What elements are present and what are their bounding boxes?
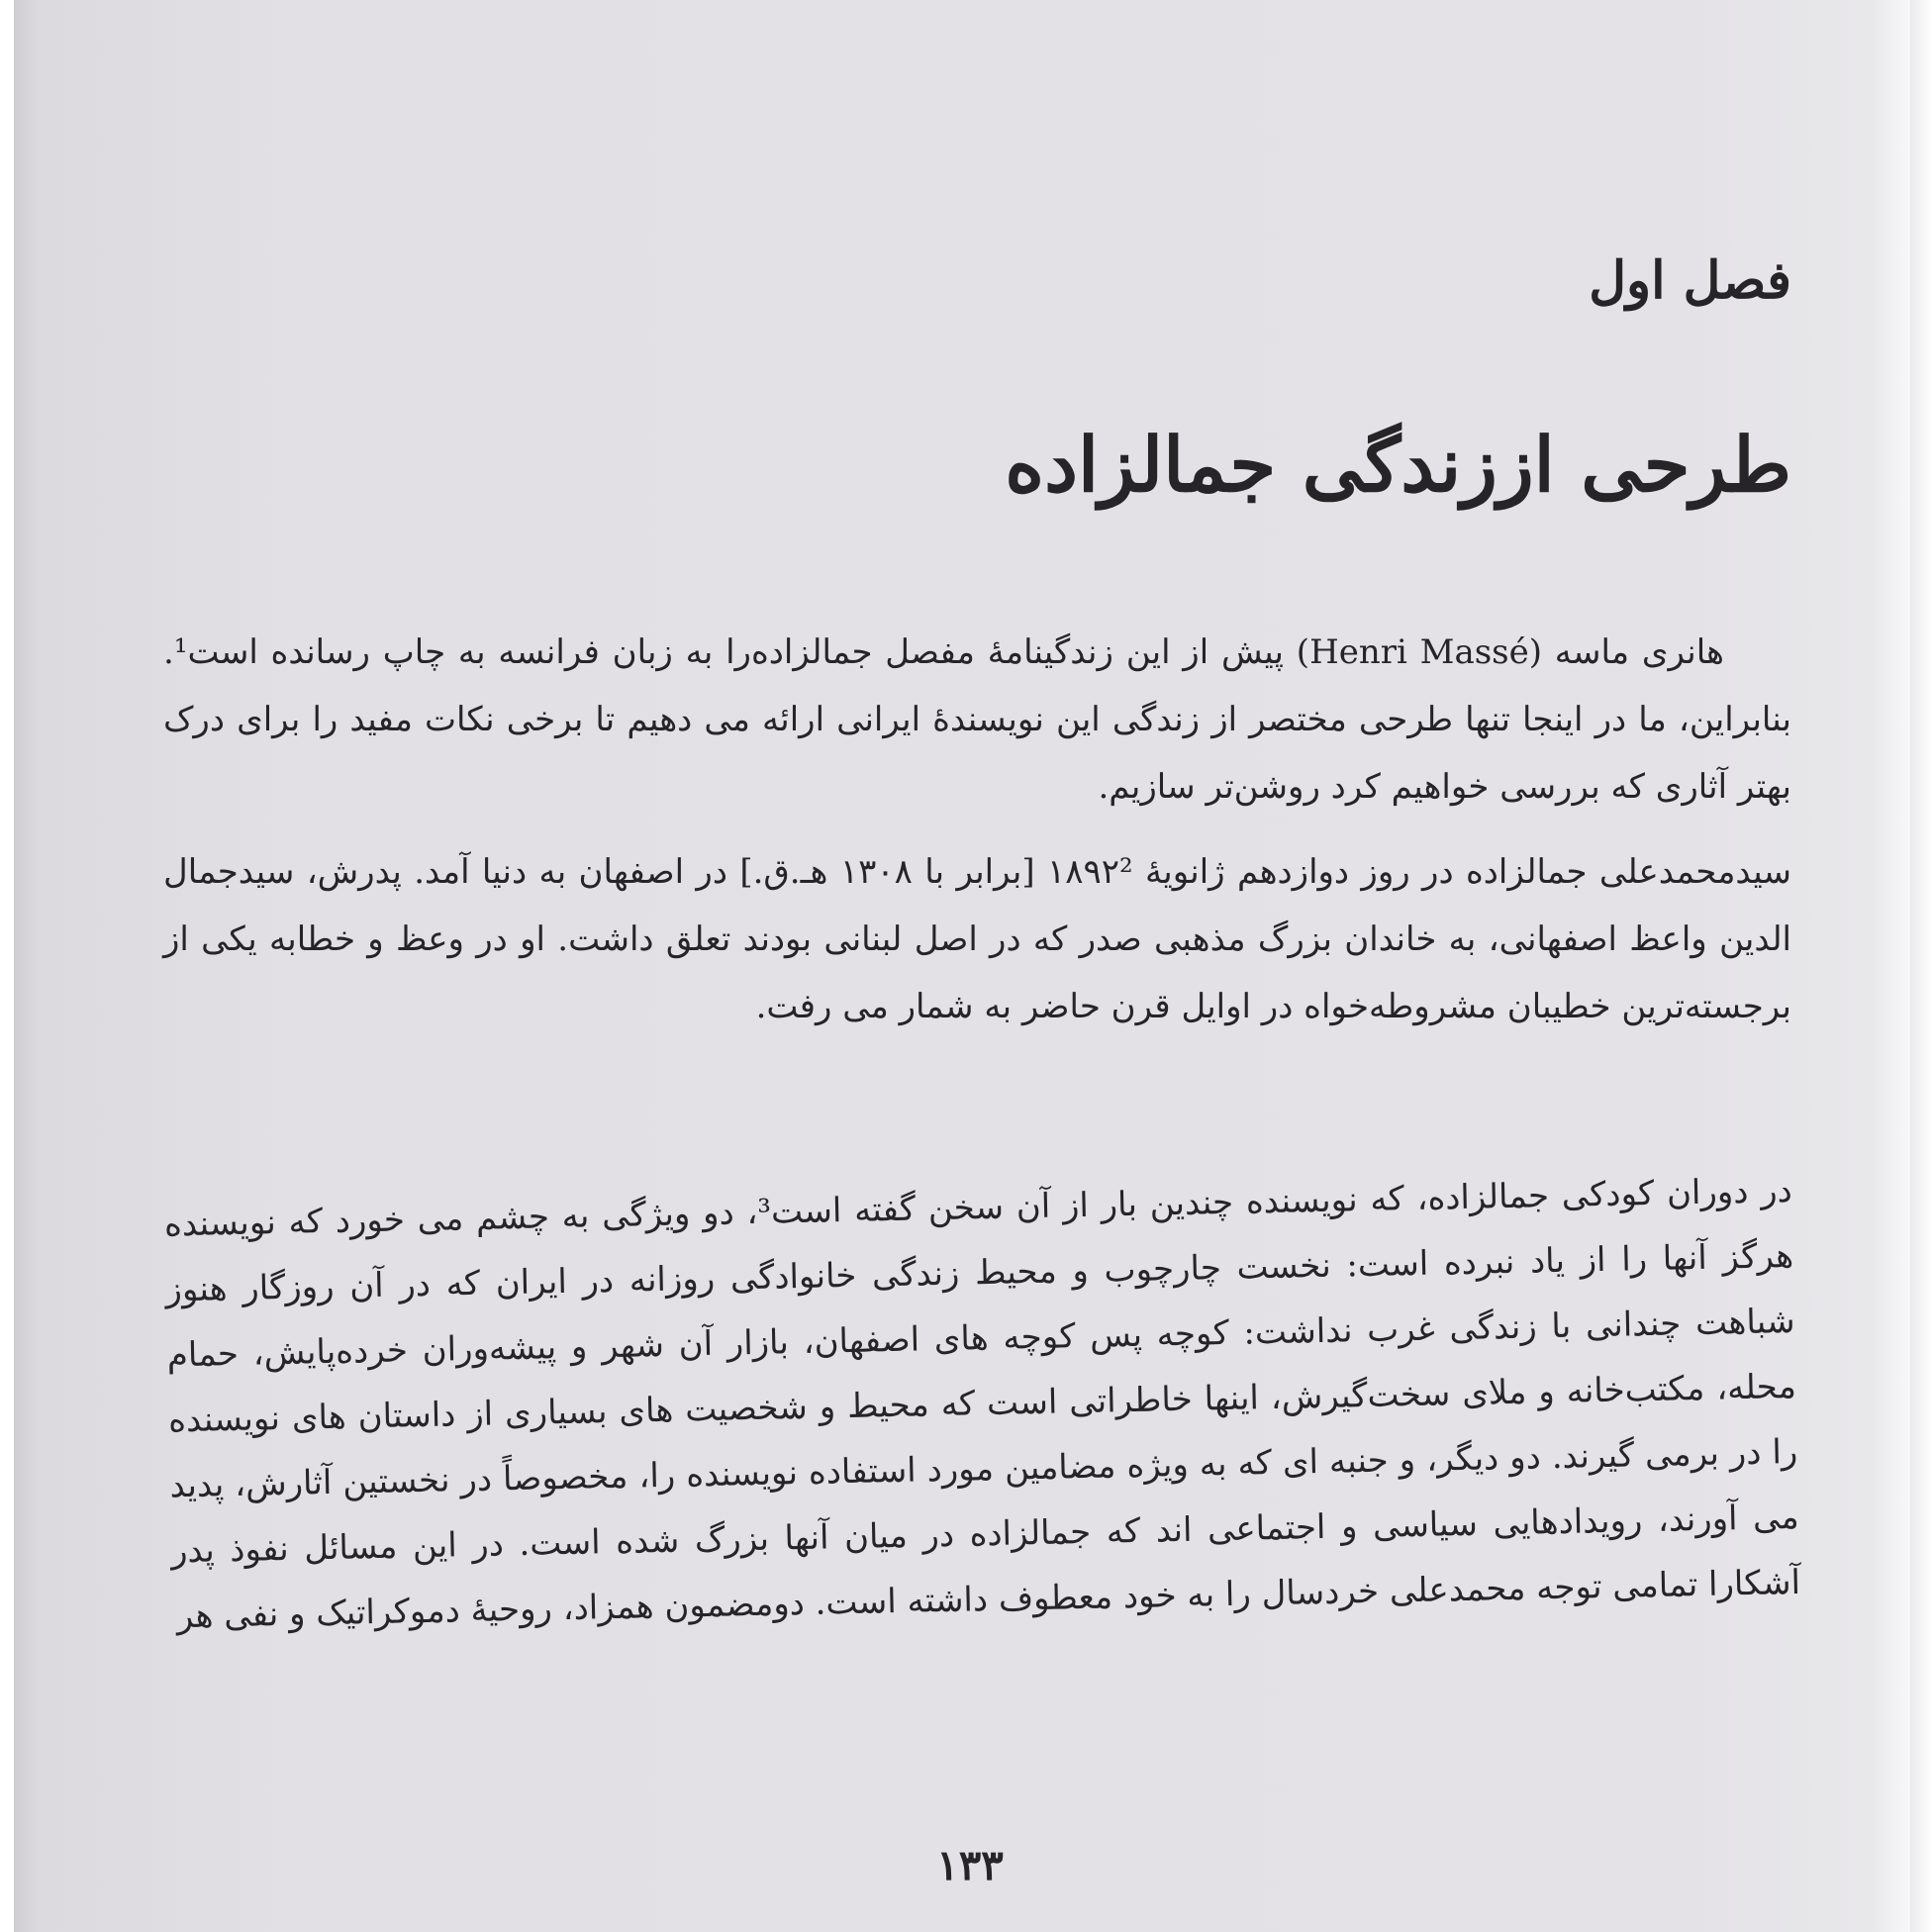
body-text-lower — [163, 1158, 1801, 1667]
page-number: ۱۳۳ — [936, 1841, 1004, 1889]
page-left-margin — [0, 0, 14, 1932]
page-right-margin — [1910, 0, 1932, 1932]
paragraph-2: سیدمحمدعلی جمالزاده در روز دوازدهم ژانویهٔ ۱۸۹۲² [برابر با ۱۳۰۸ هـ.ق.] در اصفهان به دنیا آمد. پدرش، سیدجمال الدین واعظ اصفهانی، به خاندان بزرگ مذهبی صدر که در اصل لبنانی بودند تعلق داشت. او در وعظ و خطابه یکی از برجسته‌ترین خطیبان مشروطه‌خواه در اوایل قرن حاضر به شمار می رفت. — [163, 852, 1792, 1026]
body-text-upper — [163, 619, 1791, 1058]
chapter-title: طرحی اززندگی جمالزاده — [1005, 421, 1791, 509]
chapter-label: فصل اول — [1589, 250, 1791, 311]
paragraph-3: در دوران کودکی جمالزاده، که نویسنده چندین بار از آن سخن گفته است³، دو ویژگی به چشم می خورد که نویسنده هرگز آنها را از یاد نبرده است: نخست چارچوب و محیط زندگی خانوادگی روزانه در ایران که در آن روزگار هنوز شباهت چندانی با زندگی غرب نداشت: کوچه پس کوچه های اصفهان، بازار آن شهر و پیشه‌وران خرده‌پایش، حمام محله، مکتب‌خانه و ملای سخت‌گیرش، اینها خاطراتی است که محیط و شخصیت های بسیاری از داستان های نویسنده را در برمی گیرند. دو دیگر، و جنبه ای که به ویژه مضامین مورد استفاده نویسنده را، مخصوصاً در نخستین آثارش، پدید می آورند، رویدادهایی سیاسی و اجتماعی اند که جمالزاده در میان آنها بزرگ شده است. در این مسائل نفوذ پدر آشکارا تمامی توجه محمدعلی خردسال را به خود معطوف داشته است. دومضمون همزاد، روحیهٔ دموکراتیک و نفی هر — [163, 1170, 1801, 1637]
paragraph-1: هانری ماسه (Henri Massé) پیش از این زندگینامهٔ مفصل جمالزاده‌را به زبان فرانسه به چاپ رسانده است¹. بنابراین، ما در اینجا تنها طرحی مختصر از زندگی این نویسندهٔ ایرانی ارائه می دهیم تا برخی نکات مفید را برای درک بهتر آثاری که بررسی خواهیم کرد روشن‌تر سازیم. — [163, 632, 1791, 807]
book-page — [148, 0, 1801, 1932]
